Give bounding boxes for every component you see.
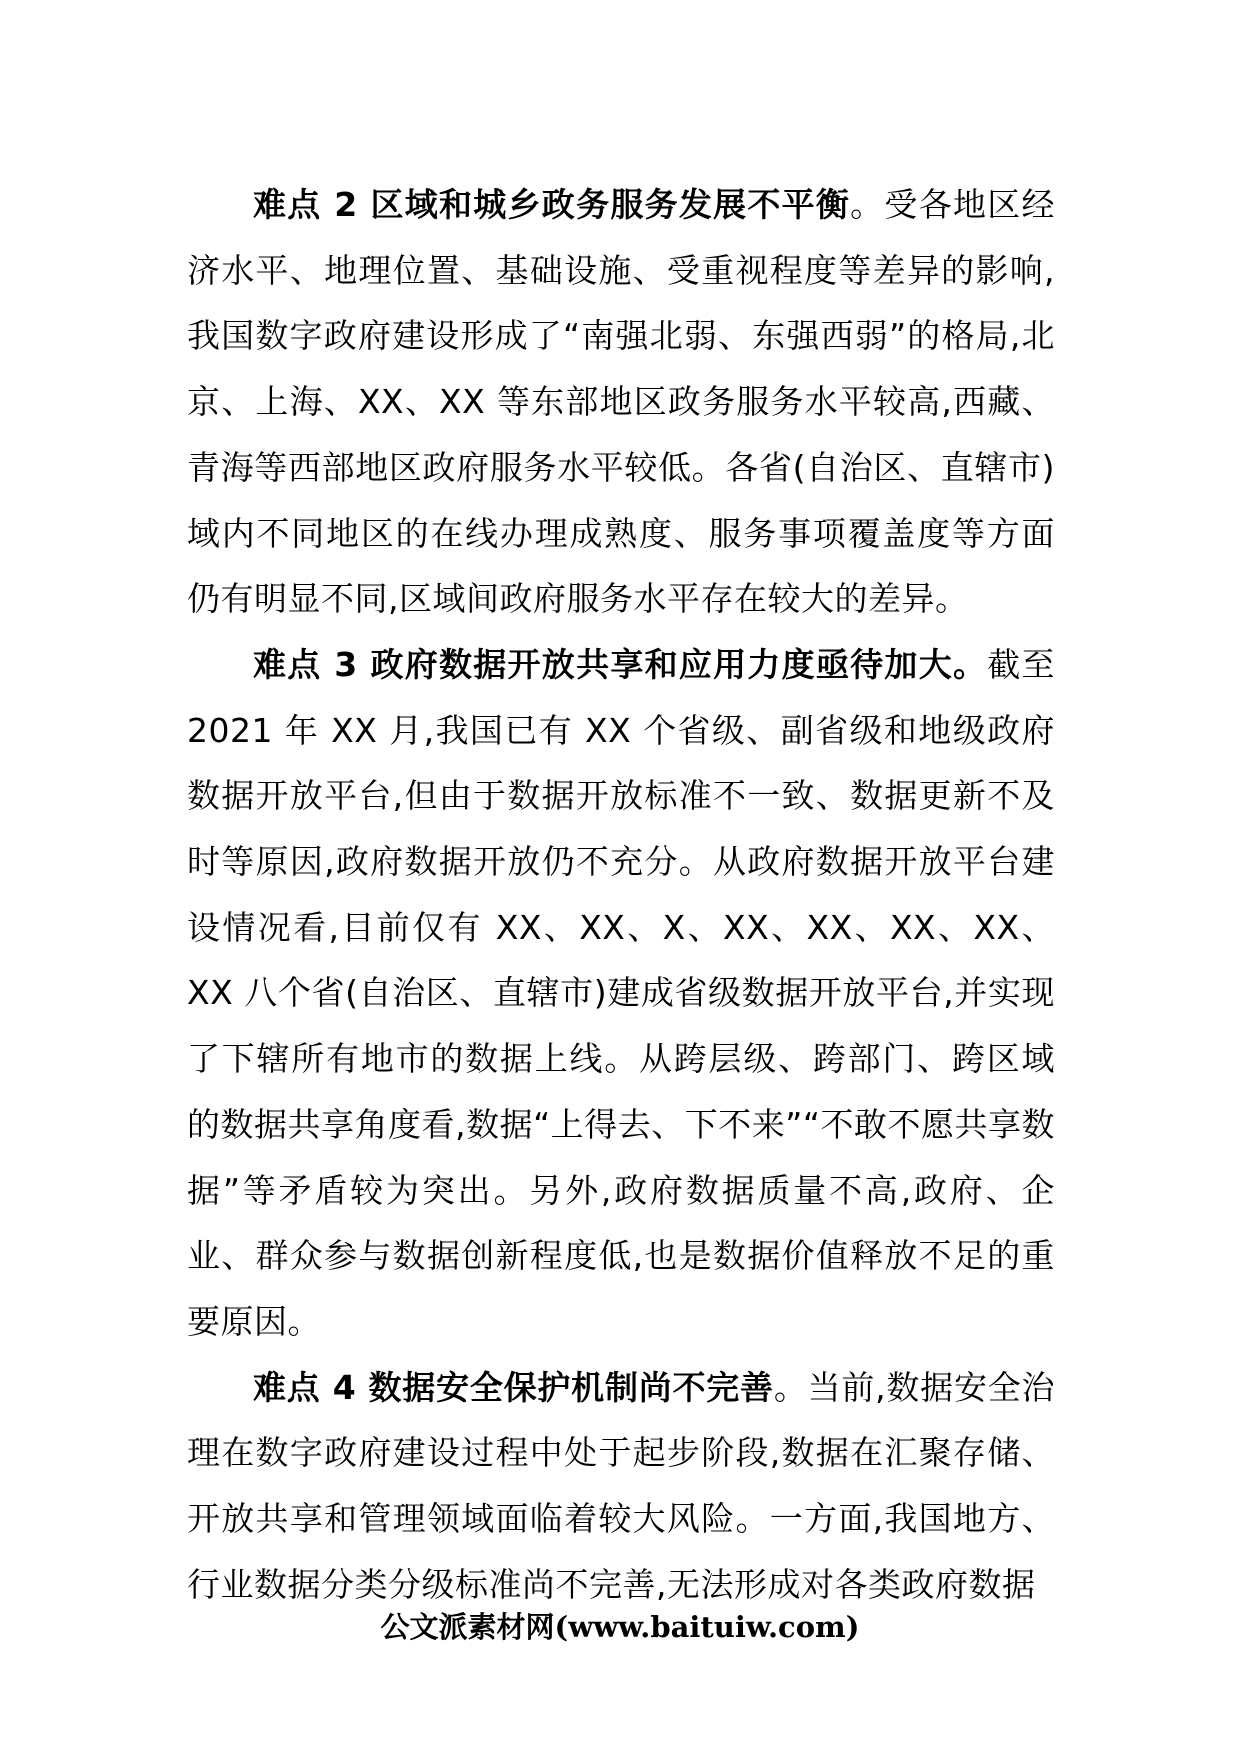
paragraph-difficulty-3 — [187, 632, 1055, 1355]
document-body — [187, 172, 1055, 1617]
paragraph-heading: 难点 3 政府数据开放共享和应用力度亟待加大。 — [253, 644, 988, 684]
paragraph-heading: 难点 2 区域和城乡政务服务发展不平衡 — [253, 185, 851, 224]
paragraph-text: 。受各地区经济水平、地理位置、基础设施、受重视程度等差异的影响,我国数字政府建设形成了“南强北弱、东强西弱”的格局,北京、上海、XX、XX 等东部地区政务服务水平较高,西藏、青海等西部地区政府服务水平较低。各省(自治区、直辖市)域内不同地区的在线办理成熟度、服务事项覆盖度等方面仍有明显不同,区域间政府服务水平存在较大的差异。 — [187, 185, 1055, 619]
paragraph-difficulty-4 — [187, 1355, 1055, 1618]
paragraph-text: 。当前,数据安全治理在数字政府建设过程中处于起步阶段,数据在汇聚存储、开放共享和管理领域面临着较大风险。一方面,我国地方、行业数据分类分级标准尚不完善,无法形成对各类政府数据 — [187, 1367, 1055, 1604]
paragraph-heading: 难点 4 数据安全保护机制尚不完善 — [253, 1367, 774, 1407]
paragraph-text: 截至 2021 年 XX 月,我国已有 XX 个省级、副省级和地级政府数据开放平台,但由于数据开放标准不一致、数据更新不及时等原因,政府数据开放仍不充分。从政府数据开放平台建设情况看,目前仅有 XX、XX、X、XX、XX、XX、XX、XX 八个省(自治区、直辖市)建成省级数据开放平台,并实现了下辖所有地市的数据上线。从跨层级、跨部门、跨区域的数据共享角度看,数据“上得去、下不来”“不敢不愿共享数据”等矛盾较为突出。另外,政府数据质量不高,政府、企业、群众参与数据创新程度低,也是数据价值释放不足的重要原因。 — [187, 644, 1055, 1341]
paragraph-difficulty-2 — [187, 172, 1055, 632]
footer-watermark: 公文派素材网(www.baituiw.com) — [380, 1610, 860, 1644]
